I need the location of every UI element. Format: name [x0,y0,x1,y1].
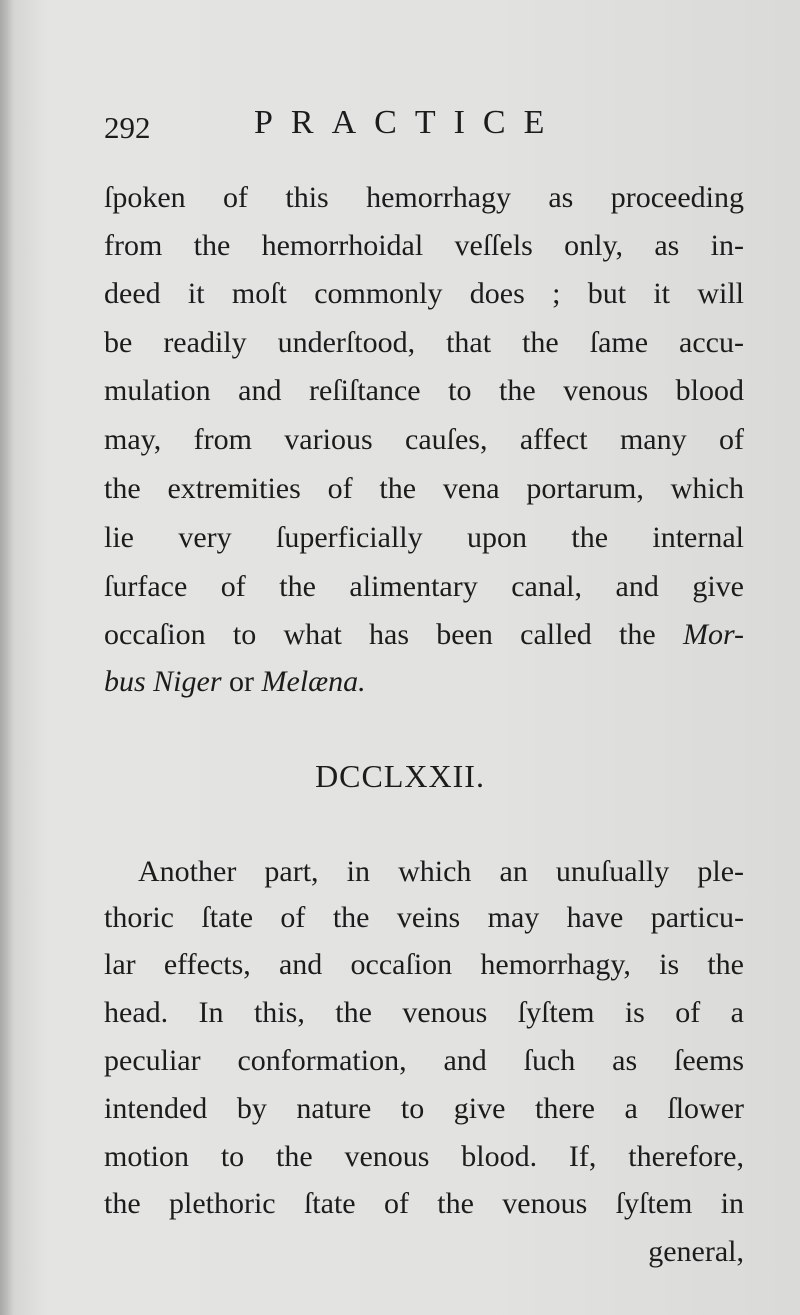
line-11-text: or [229,665,255,698]
paragraph-1-line-7: the extremities of the vena portarum, which [104,472,744,505]
spine-shadow [0,0,14,1315]
paragraph-2-line-5: peculiar conformation, and ſuch as ſeems [104,1044,744,1077]
line-10-text: occaſion to what has been called the [104,618,656,651]
line-10-italic: Mor- [682,618,745,651]
page-number: 292 [104,110,151,145]
paragraph-1-line-4: be readily underſtood, that the ſame accu- [104,326,744,359]
paragraph-1-line-5: mulation and reſiſtance to the venous blood [104,374,744,407]
page-header [104,100,744,160]
paragraph-2-line-1: Another part, in which an unuſually ple- [138,855,744,888]
paragraph-2-line-8: the plethoric ſtate of the venous ſyſtem in [104,1187,744,1220]
paragraph-2-line-4: head. In this, the venous ſyſtem is of a [104,996,744,1029]
catchword: general, [648,1235,744,1268]
line-11-italic-2: Melæna. [261,665,366,698]
paragraph-1-line-9: ſurface of the alimentary canal, and give [104,570,744,603]
paragraph-1-line-10 [104,615,744,655]
running-head: PRACTICE [254,104,563,141]
paragraph-1-line-6: may, from various cauſes, affect many of [104,423,744,456]
paragraph-2-line-7: motion to the venous blood. If, therefore, [104,1140,744,1173]
paragraph-2-line-3: lar effects, and occaſion hemorrhagy, is the [104,948,744,981]
line-11-italic: bus Niger [104,665,222,698]
paragraph-1-line-8: lie very ſuperficially upon the internal [104,521,744,554]
paragraph-1-line-11 [104,662,744,702]
section-heading: DCCLXXII. [315,758,485,794]
paragraph-1-line-2: from the hemorrhoidal veſſels only, as in- [104,229,744,262]
paragraph-1-line-1: ſpoken of this hemorrhagy as proceeding [104,181,744,214]
paragraph-2-line-2: thoric ſtate of the veins may have particu- [104,901,744,934]
paragraph-1-line-3: deed it moſt commonly does ; but it will [104,277,744,310]
paragraph-2-line-6: intended by nature to give there a ſlower [104,1092,744,1125]
